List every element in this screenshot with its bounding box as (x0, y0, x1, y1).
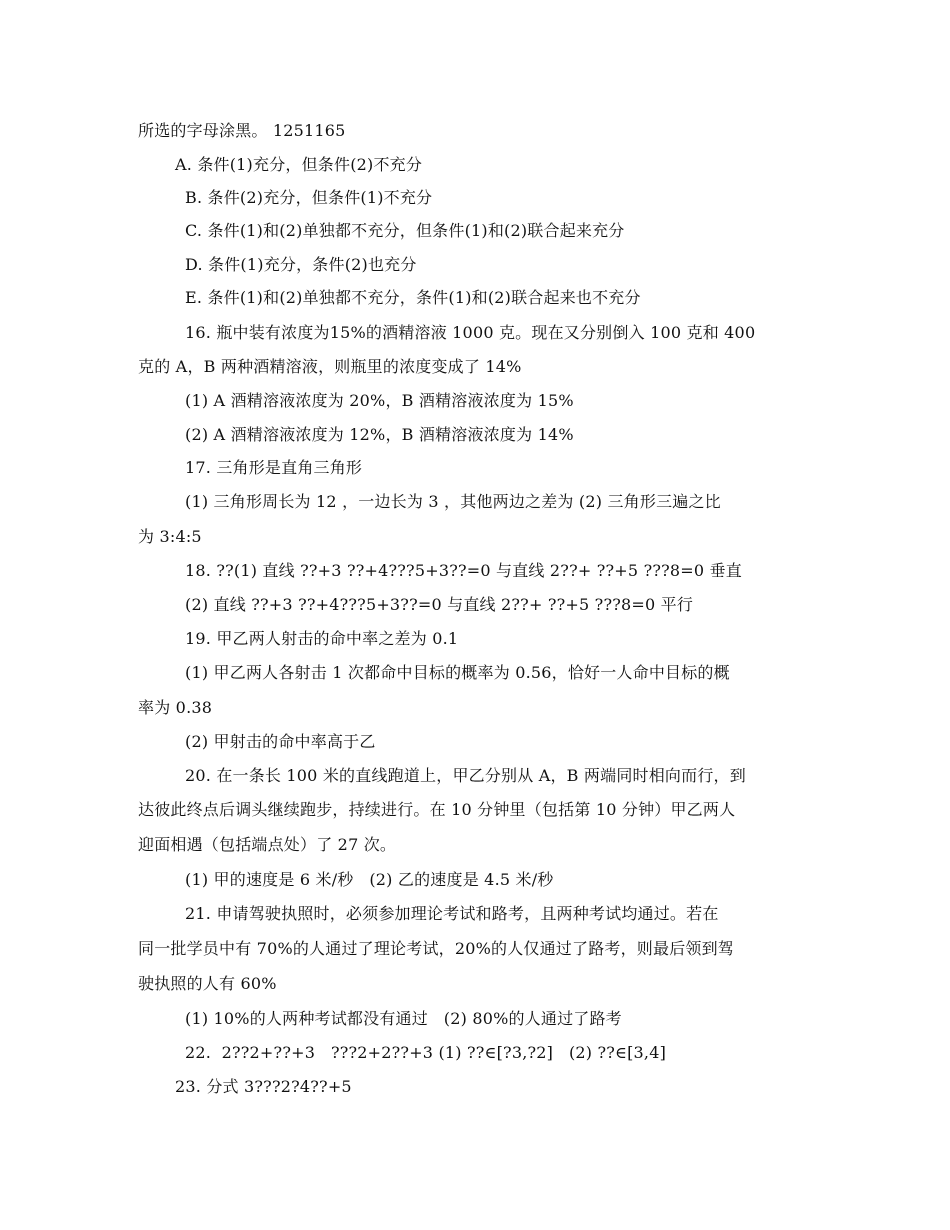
question-16-cond-2: (2) A 酒精溶液浓度为 12%，B 酒精溶液浓度为 14% (185, 425, 574, 444)
option-d: D. 条件(1)充分，条件(2)也充分 (185, 255, 417, 274)
option-c: C. 条件(1)和(2)单独都不充分，但条件(1)和(2)联合起来充分 (185, 221, 625, 240)
question-20-cont-1: 达彼此终点后调头继续跑步，持续进行。在 10 分钟里（包括第 10 分钟）甲乙两人 (138, 800, 736, 819)
question-19: 19. 甲乙两人射击的命中率之差为 0.1 (185, 629, 459, 648)
question-17-cont: 为 3:4:5 (138, 527, 202, 546)
option-b: B. 条件(2)充分，但条件(1)不充分 (185, 188, 433, 207)
question-21-cont-2: 驶执照的人有 60% (138, 974, 277, 993)
question-18-cond-2: (2) 直线 ??+3 ??+4???5+3??=0 与直线 2??+ ??+5 ???8=0 平行 (185, 595, 694, 614)
question-19-cond-2: (2) 甲射击的命中率高于乙 (185, 732, 376, 751)
question-19-cond-1: (1) 甲乙两人各射击 1 次都命中目标的概率为 0.56，恰好一人命中目标的概 (185, 663, 730, 682)
question-20: 20. 在一条长 100 米的直线跑道上，甲乙分别从 A，B 两端同时相向而行，到 (185, 766, 746, 785)
text-line-1: 所选的字母涂黑。 1251165 (138, 121, 346, 140)
question-19-cond-1-cont: 率为 0.38 (138, 698, 213, 717)
question-16: 16. 瓶中装有浓度为15%的酒精溶液 1000 克。现在又分别倒入 100 克和 400 (185, 323, 756, 342)
question-23: 23. 分式 3???2?4??+5 (175, 1077, 352, 1096)
option-a: A. 条件(1)充分，但条件(2)不充分 (175, 155, 423, 174)
question-21-cont-1: 同一批学员中有 70%的人通过了理论考试，20%的人仅通过了路考，则最后领到驾 (138, 939, 735, 958)
option-e: E. 条件(1)和(2)单独都不充分，条件(1)和(2)联合起来也不充分 (185, 288, 641, 307)
question-22: 22. 2??2+??+3 ???2+2??+3 (1) ??∈[?3,?2] (2) ??∈[3,4] (185, 1043, 667, 1062)
question-17-cond: (1) 三角形周长为 12 ，一边长为 3 ，其他两边之差为 (2) 三角形三遍之比 (185, 492, 721, 511)
question-20-cont-2: 迎面相遇（包括端点处）了 27 次。 (138, 835, 397, 854)
question-16-cond-1: (1) A 酒精溶液浓度为 20%，B 酒精溶液浓度为 15% (185, 391, 574, 410)
question-21-conds: (1) 10%的人两种考试都没有通过 (2) 80%的人通过了路考 (185, 1009, 622, 1028)
question-21: 21. 申请驾驶执照时，必须参加理论考试和路考，且两种考试均通过。若在 (185, 904, 719, 923)
question-20-conds: (1) 甲的速度是 6 米/秒 (2) 乙的速度是 4.5 米/秒 (185, 870, 554, 889)
question-18: 18. ??(1) 直线 ??+3 ??+4???5+3??=0 与直线 2??+ ??+5 ???8=0 垂直 (185, 561, 742, 580)
question-17: 17. 三角形是直角三角形 (185, 458, 363, 477)
question-16-cont: 克的 A，B 两种酒精溶液，则瓶里的浓度变成了 14% (138, 357, 522, 376)
